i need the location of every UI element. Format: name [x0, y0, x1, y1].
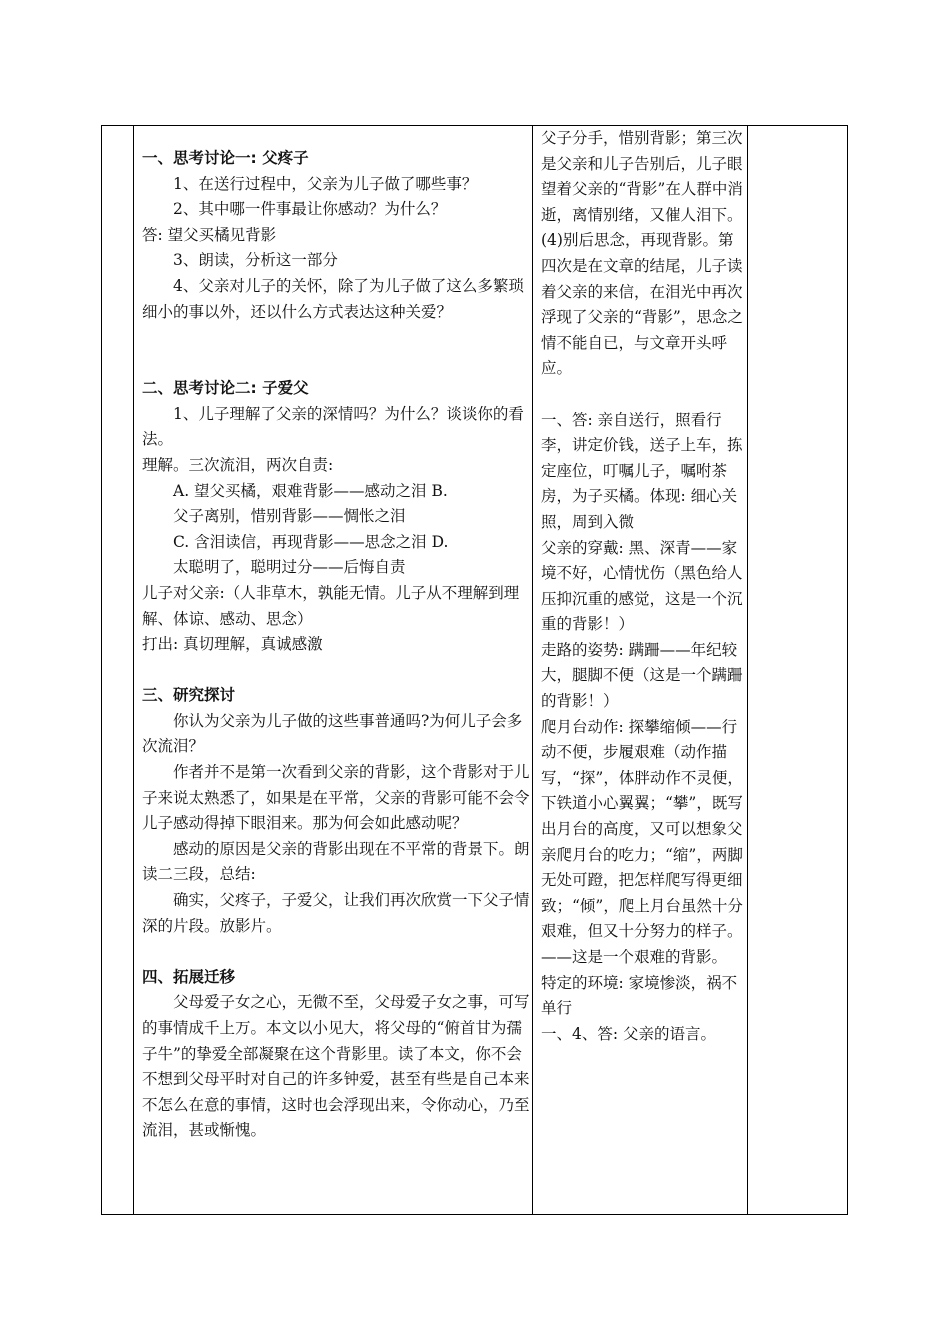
section-1-question-3: 3、朗读，分析这一部分	[173, 251, 338, 270]
section-3-paragraph-2: 作者并不是第一次看到父亲的背影，这个背影对于儿子来说太熟悉了，如果是在平常，父亲的背影可能不会令儿子感动得掉下眼泪来。那为何会如此感动呢？	[142, 763, 530, 833]
lesson-table	[101, 125, 848, 1215]
section-1-answer-2: 答: 望父买橘见背影	[142, 225, 277, 244]
section-2-line-4: C. 含泪读信，再现背影——思念之泪 D.	[173, 532, 449, 551]
teaching-content-column	[142, 126, 532, 1214]
section-2-line-1: 理解。三次流泪，两次自责:	[142, 455, 334, 474]
section-3-title: 三、研究探讨	[142, 686, 236, 705]
section-3-paragraph-4: 确实，父疼子，子爱父，让我们再次欣赏一下父子情深的片段。放影片。	[142, 891, 530, 935]
note-paragraph-6: 特定的环境: 家境惨淡，祸不单行	[541, 973, 738, 1018]
section-2-line-3: 父子离别，惜别背影——惆怅之泪	[173, 507, 406, 526]
column-divider	[532, 126, 533, 1214]
column-divider	[747, 126, 748, 1214]
section-3-paragraph-1: 你认为父亲为儿子做的这些事普通吗?为何儿子会多次流泪？	[142, 711, 523, 756]
section-1-question-4: 4、父亲对儿子的关怀，除了为儿子做了这么多繁琐细小的事以外，还以什么方式表达这种关爱？	[142, 276, 524, 321]
column-divider	[133, 126, 134, 1214]
section-4-title: 四、拓展迁移	[142, 967, 236, 986]
note-paragraph-3: 父亲的穿戴: 黑、深青——家境不好，心情忧伤（黑色给人压抑沉重的感觉，这是一个沉重的背影！）	[541, 538, 743, 634]
section-1-question-2: 2、其中哪一件事最让你感动？为什么？	[173, 200, 447, 219]
section-1-question-1: 1、在送行过程中，父亲为儿子做了哪些事？	[173, 174, 478, 193]
section-2-line-5: 太聪明了，聪明过分——后悔自责	[173, 558, 406, 577]
section-2-line-6: 儿子对父亲:（人非草木，孰能无情。儿子从不理解到理解、体谅、感动、思念）	[142, 583, 520, 628]
section-2-line-2: A. 望父买橘，艰难背影——感动之泪 B.	[173, 481, 448, 500]
section-1-title: 一、思考讨论一: 父疼子	[142, 149, 309, 167]
note-paragraph-2: 一、答: 亲自送行，照看行李，讲定价钱，送子上车，拣定座位，叮嘱儿子，嘱咐茶房，为子买橘。体现: 细心关照，周到入微	[541, 410, 743, 531]
note-paragraph-4: 走路的姿势: 蹒跚——年纪较大，腿脚不便（这是一个蹒跚的背影！）	[541, 640, 743, 711]
section-2-line-7: 打出: 真切理解，真诚感激	[142, 635, 323, 654]
section-3-paragraph-3: 感动的原因是父亲的背影出现在不平常的背景下。朗读二三段，总结:	[142, 839, 530, 884]
section-2-title: 二、思考讨论二: 子爱父	[142, 379, 309, 398]
note-paragraph-1: 父子分手，惜别背影；第三次是父亲和儿子告别后，儿子眼望着父亲的“背影”在人群中消逝，离情别绪，又催人泪下。(4)别后思念，再现背影。第四次是在文章的结尾，儿子读着父亲的来信，在泪光中再次浮现了父亲的“背影”，思念之情不能自已，与文章开头呼应。	[541, 129, 743, 378]
section-4-paragraph-1: 父母爱子女之心，无微不至，父母爱子女之事，可写的事情成千上万。本文以小见大，将父母的“俯首甘为孺子牛”的挚爱全部凝聚在这个背影里。读了本文，你不会不想到父母平时对自己的许多钟爱，甚至有些是自己本来不怎么在意的事情，这时也会浮现出来，令你动心，乃至流泪，甚或惭愧。	[142, 993, 530, 1140]
note-paragraph-7: 一、4、答: 父亲的语言。	[541, 1024, 717, 1043]
notes-column	[541, 126, 747, 1214]
note-paragraph-5: 爬月台动作: 探攀缩倾——行动不便，步履艰难（动作描写，“探”，体胖动作不灵便，下铁道小心翼翼；“攀”，既写出月台的高度，又可以想象父亲爬月台的吃力；“缩”，两脚无处可蹬，把怎样爬写得更细致；“倾”，爬上月台虽然十分艰难，但又十分努力的样子。——这是一个艰难的背影。	[541, 717, 743, 966]
section-2-question-1: 1、儿子理解了父亲的深情吗？为什么？谈谈你的看法。	[142, 404, 524, 449]
